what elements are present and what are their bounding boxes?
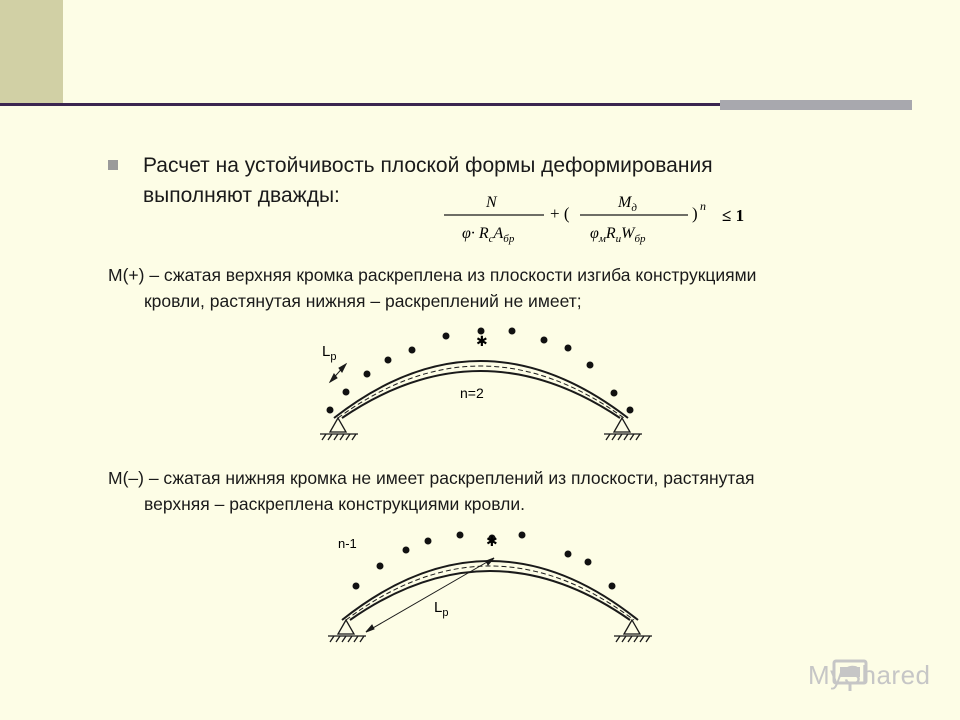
heading-line-1: Расчет на устойчивость плоской формы деформирования [143,154,713,177]
para1-line-1: М(+) – сжатая верхняя кромка раскреплена из плоскости изгиба конструкциями [108,265,757,285]
watermark-logo: MyShared [808,660,931,690]
paragraph-negative-moment [108,465,908,517]
svg-text:Mд [617,194,637,214]
formula-w: W [621,225,635,242]
formula-sub-i: и [615,233,622,245]
para1-line-2: кровли, растянутая нижняя – раскреплений не имеет; [144,291,582,311]
lp-label-2: $L_p$ [434,599,449,619]
corner-accent-block [0,0,63,103]
lp-dimension [330,364,346,382]
lp-label: $L_p$ [322,343,337,363]
formula-phi-m: φ [590,225,599,242]
formula-sub-d: д [631,202,637,214]
stability-formula [440,188,780,248]
arch-diagram-upper-braced [300,318,660,453]
formula-relation: ≤ 1 [722,206,745,225]
n-label: n=2 [460,385,484,401]
formula-exponent: n [700,199,706,213]
formula-sub-m: м [598,233,606,245]
left-support-2 [328,620,366,642]
lp-dimension-2 [366,558,494,632]
formula-phi: φ· R [462,225,489,242]
left-support [320,418,358,440]
formula-a: A [493,225,504,242]
arch-curves-2 [342,561,638,620]
formula-numerator-1: N [486,194,497,211]
formula-close-paren: ) [692,204,698,223]
right-support-2 [614,620,652,642]
formula-sub-br2: бр [634,233,646,245]
title-rule-accent [720,100,912,110]
para2-line-1: М(–) – сжатая нижняя кромка не имеет раскреплений из плоскости, растянутая [108,468,755,488]
bullet-marker [108,160,118,170]
heading-line-2: выполняют дважды: [143,184,340,207]
svg-text:φмRиWбр [590,225,646,245]
svg-text:φ· RcAбр [462,225,515,245]
formula-plus: + ( [550,204,570,223]
formula-sub-br: бр [503,233,515,245]
paragraph-positive-moment [108,262,908,314]
n-minus-1-label: n-1 [338,536,357,551]
arch-hinge-mark-2: ✱ [486,533,498,549]
arch-hinge-mark: ✱ [476,333,488,349]
arch-diagram-lower-unbraced [320,528,660,653]
formula-sub-c: c [488,233,494,245]
formula-r: R [605,225,616,242]
right-support [604,418,642,440]
formula-m: M [618,194,632,211]
para2-line-2: верхняя – раскреплена конструкциями кровли. [144,494,525,514]
